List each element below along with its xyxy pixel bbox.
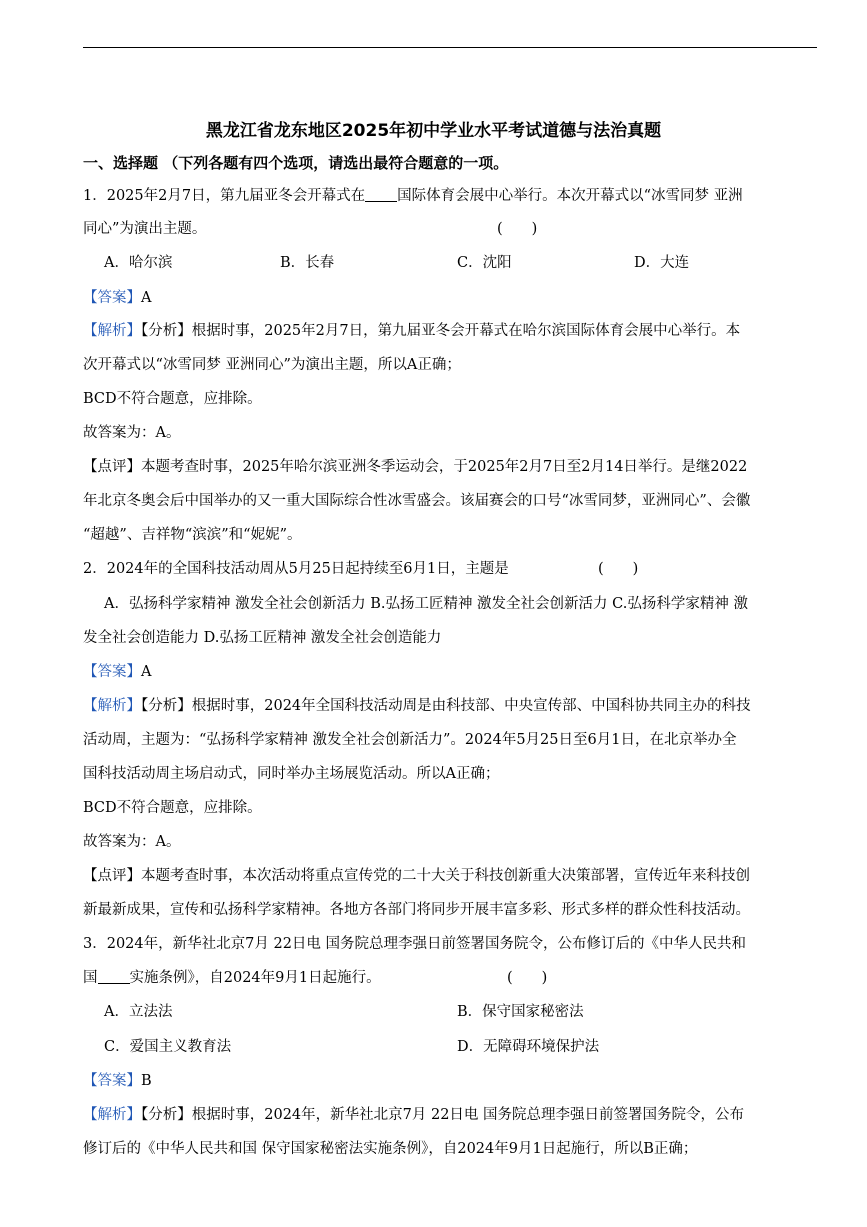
answer-line (83, 1069, 152, 1090)
option-d: D．无障碍环境保护法 (457, 1039, 600, 1055)
question-text: 国际体育会展中心举行。本次开幕式以“冰雪同梦 亚洲 (397, 188, 743, 204)
question-number: 2． (83, 561, 107, 577)
comment-line (83, 455, 747, 476)
question-1-stem-line2 (83, 217, 206, 238)
analysis-line (83, 319, 740, 340)
analysis-text: 故答案为：A。 (83, 425, 181, 441)
answer-label: 【答案】 (83, 290, 141, 306)
question-text: 实施条例》，自2024年9月1日起施行。 (129, 970, 381, 986)
analysis-sub-label: 【分析】 (141, 1107, 192, 1123)
answer-line (83, 660, 151, 681)
question-3-stem-line2 (83, 966, 381, 987)
question-text: 2024年，新华社北京7月 22日电 国务院总理李强日前签署国务院令，公布修订后的《中华人民共和 (106, 936, 747, 952)
analysis-text: 故答案为：A。 (83, 834, 181, 850)
analysis-sub-label: 【分析】 (141, 323, 192, 339)
analysis-label: 【解析】 (83, 698, 141, 714)
question-text: 国 (83, 970, 98, 986)
analysis-label: 【解析】 (83, 1107, 141, 1123)
question-text: 2025年2月7日，第九届亚冬会开幕式在 (106, 188, 366, 204)
question-number: 3． (83, 936, 107, 952)
answer-parentheses: ( ) (507, 970, 548, 986)
analysis-label: 【解析】 (83, 323, 141, 339)
comment-text: 本题考查时事，2025年哈尔滨亚洲冬季运动会，于2025年2月7日至2月14日举行。是继2022 (141, 459, 748, 475)
analysis-line (83, 1103, 744, 1124)
option-a: A．哈尔滨 (104, 255, 173, 271)
analysis-text: 次开幕式以“冰雪同梦 亚洲同心”为演出主题，所以A正确； (83, 357, 461, 373)
question-text: 2024年的全国科技活动周从5月25日起持续至6月1日，主题是 (106, 561, 509, 577)
analysis-text: BCD不符合题意，应排除。 (83, 391, 262, 407)
comment-text: 本题考查时事，本次活动将重点宣传党的二十大关于科技创新重大决策部署，宣传近年来科技创 (141, 868, 750, 884)
question-text: 同心”为演出主题。 (83, 221, 207, 237)
analysis-text: 根据时事，2025年2月7日，第九届亚冬会开幕式在哈尔滨国际体育会展中心举行。本 (191, 323, 741, 339)
analysis-text: BCD不符合题意，应排除。 (83, 800, 262, 816)
answer-value: A (141, 664, 152, 680)
answer-label: 【答案】 (83, 1073, 141, 1089)
answer-line (83, 286, 151, 307)
analysis-text: 根据时事，2024年，新华社北京7月 22日电 国务院总理李强日前签署国务院令，公布 (191, 1107, 745, 1123)
analysis-text: 活动周，主题为：“弘扬科学家精神 激发全社会创新活力”。2024年5月25日至6月1日，在北京举办全 (83, 732, 737, 748)
answer-value: A (141, 290, 152, 306)
comment-line (83, 864, 750, 885)
section-heading: 一、选择题 （下列各题有四个选项，请选出最符合题意的一项。 (83, 154, 509, 172)
option-b: B．保守国家秘密法 (457, 1004, 584, 1020)
answer-label: 【答案】 (83, 664, 141, 680)
option-d: D．大连 (634, 255, 690, 271)
analysis-text: 根据时事，2024年全国科技活动周是由科技部、中央宣传部、中国科协共同主办的科技 (191, 698, 751, 714)
analysis-text: 修订后的《中华人民共和国 保守国家秘密法实施条例》，自2024年9月1日起施行，所以B正确； (83, 1141, 698, 1157)
option-b: B．长春 (280, 255, 335, 271)
analysis-sub-label: 【分析】 (141, 698, 192, 714)
question-3-stem (83, 932, 746, 953)
option-a: A．立法法 (104, 1004, 173, 1020)
option-c: C．爱国主义教育法 (104, 1039, 232, 1055)
comment-label: 【点评】 (83, 868, 141, 884)
option-c: C．沈阳 (457, 255, 512, 271)
question-1-stem (83, 184, 743, 205)
answer-value: B (141, 1073, 152, 1089)
fill-blank (98, 969, 130, 985)
page-title: 黑龙江省龙东地区2025年初中学业水平考试道德与法治真题 (205, 121, 662, 141)
comment-text: 年北京冬奥会后中国举办的又一重大国际综合性冰雪盛会。该届赛会的口号“冰雪同梦，亚洲同心”、会徽 (83, 493, 751, 509)
fill-blank (365, 187, 397, 203)
options-line: 发全社会创造能力 D.弘扬工匠精神 激发全社会创造能力 (83, 630, 442, 646)
comment-label: 【点评】 (83, 459, 141, 475)
analysis-line (83, 694, 751, 715)
question-2-stem (83, 557, 509, 578)
options-line: A．弘扬科学家精神 激发全社会创新活力 B.弘扬工匠精神 激发全社会创新活力 C.弘扬科学家精神 激 (104, 596, 748, 612)
comment-text: “超越”、吉祥物“滨滨”和“妮妮”。 (83, 527, 302, 543)
analysis-text: 国科技活动周主场启动式，同时举办主场展览活动。所以A正确； (83, 766, 500, 782)
comment-text: 新最新成果，宣传和弘扬科学家精神。各地方各部门将同步开展丰富多彩、形式多样的群众性科技活动。 (83, 902, 750, 918)
header-rule (83, 47, 817, 48)
answer-parentheses: ( ) (497, 221, 538, 237)
answer-parentheses: ( ) (598, 561, 639, 577)
question-number: 1． (83, 188, 107, 204)
